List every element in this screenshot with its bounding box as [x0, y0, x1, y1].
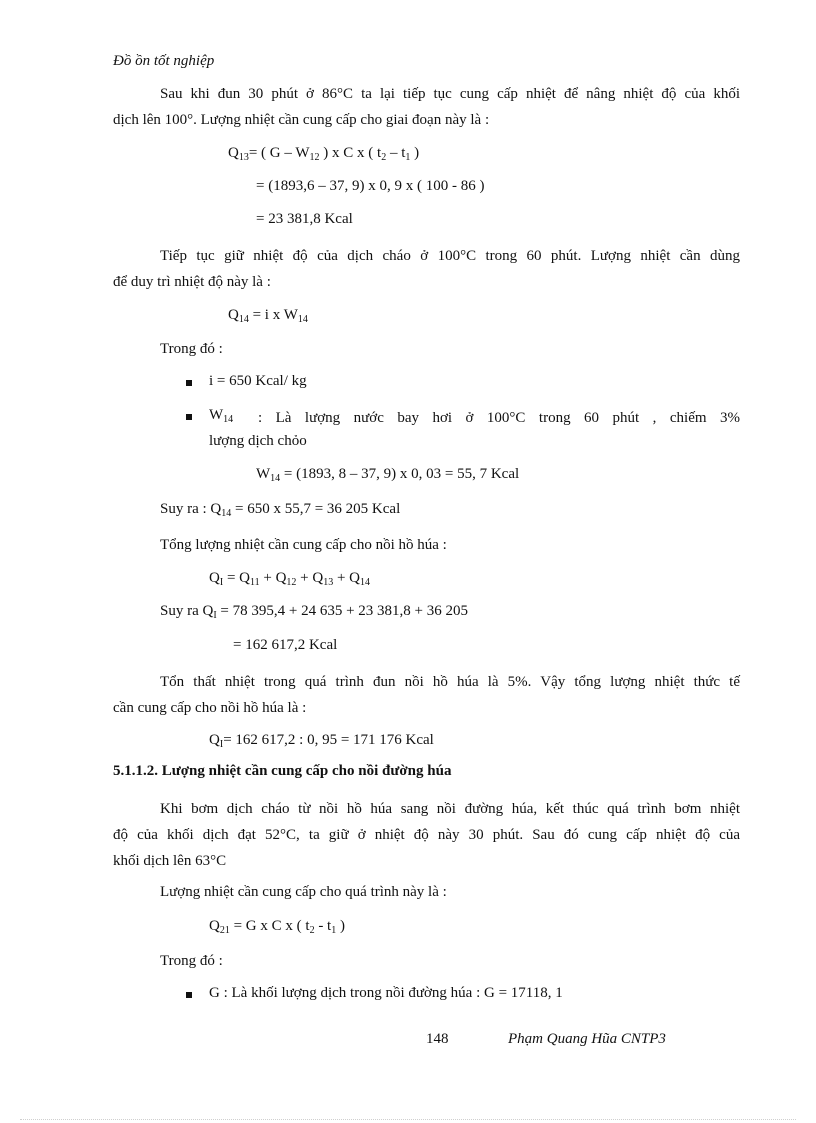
paragraph-maintain-100	[113, 243, 740, 295]
equation-q13-substitution: = (1893,6 – 37, 9) x 0, 9 x ( 100 - 86 )	[256, 178, 485, 194]
bullet-latent-heat: i = 650 Kcal/ kg	[209, 373, 307, 389]
bullet-w14-desc-cont: lượng dịch chỏo	[209, 433, 307, 449]
equation-q13: $Q_{13}=$ ( G – $W_{12}$ ) x C x ( $t_2 - t_1$ )	[228, 145, 420, 163]
bullet-icon	[186, 414, 192, 420]
equation-q21: $Q_{21} = G$ x C x ( $t_2 - t_1$ )	[209, 918, 345, 936]
paragraph-line: để duy trì nhiệt độ này là :	[113, 274, 271, 290]
paragraph-line: dịch lên 100°. Lượng nhiệt cần cung cấp cho giai đoạn này là :	[113, 112, 490, 128]
bullet-icon	[186, 380, 192, 386]
paragraph-line: Tổn thất nhiệt trong quá trình đun nồi hồ húa là 5%. Vậy tổng lượng nhiệt thức tế	[160, 674, 740, 690]
paragraph-line: Khi bơm dịch cháo từ nồi hồ húa sang nồi đường húa, kết thúc quá trình bơm nhiệt	[160, 801, 740, 817]
bullet-icon	[186, 992, 192, 998]
paragraph-line: độ của khối dịch đạt 52°C, ta giữ ở nhiệt độ này 30 phút. Sau đó cung cấp nhiệt độ của	[113, 827, 740, 843]
equation-q14: $Q_{14} = i$ x $W_{14}$	[228, 307, 308, 325]
paragraph-line: Tiếp tục giữ nhiệt độ của dịch cháo ở 100°C trong 60 phút. Lượng nhiệt cần dùng	[160, 248, 740, 264]
footer-author: Phạm Quang Hũa CNTP3	[508, 1031, 666, 1047]
equation-w14: $W_{14} = (1893$, 8 – 37, 9) x 0, 03 = 55, 7 Kcal	[256, 466, 520, 484]
result-q14: Suy ra : $Q_{14} = 650$ x 55,7 = 36 205 Kcal	[160, 501, 401, 519]
page-number: 148	[426, 1031, 449, 1047]
paragraph-line: cần cung cấp cho nồi hồ húa là :	[113, 700, 307, 716]
where-label: Trong đó :	[160, 341, 223, 357]
paragraph-heating-100	[113, 81, 740, 133]
bullet-mass-g: G : Là khối lượng dịch trong nồi đường húa : G = 17118, 1	[209, 985, 563, 1001]
heat-required-label: Lượng nhiệt cần cung cấp cho quá trình này là :	[160, 884, 447, 900]
paragraph-heat-loss	[113, 669, 740, 721]
equation-qi-result: = 162 617,2 Kcal	[233, 637, 338, 653]
where-label: Trong đó :	[160, 953, 223, 969]
equation-qi-sum: $Q_I = Q_{11} + Q_{12} + Q_{13} + Q_{14}$	[209, 570, 371, 588]
paragraph-line: Sau khi đun 30 phút ở 86°C ta lại tiếp tục cung cấp nhiệt để nâng nhiệt độ của khối	[160, 86, 740, 102]
paragraph-saccharification	[113, 796, 740, 874]
equation-qi-actual: $Q_I= 162$ 617,2 : 0, 95 = 171 176 Kcal	[209, 732, 434, 750]
bullet-w14-desc	[258, 405, 740, 431]
document-header: Đồ ồn tốt nghiệp	[113, 53, 215, 69]
total-heat-label: Tổng lượng nhiệt cần cung cấp cho nồi hồ húa :	[160, 537, 447, 553]
bullet-w14-symbol: $W_{14}$	[209, 407, 234, 425]
equation-qi-values: Suy ra $Q_I = 78$ 395,4 + 24 635 + 23 381,8 + 36 205	[160, 603, 469, 621]
section-heading: 5.1.1.2. Lượng nhiệt cần cung cấp cho nồi đường húa	[113, 763, 452, 779]
page-bottom-divider	[20, 1119, 796, 1120]
paragraph-line: : Là lượng nước bay hơi ở 100°C trong 60 phút , chiếm 3%	[258, 410, 740, 426]
equation-q13-result: = 23 381,8 Kcal	[256, 211, 353, 227]
paragraph-line: khối dịch lên 63°C	[113, 853, 227, 869]
